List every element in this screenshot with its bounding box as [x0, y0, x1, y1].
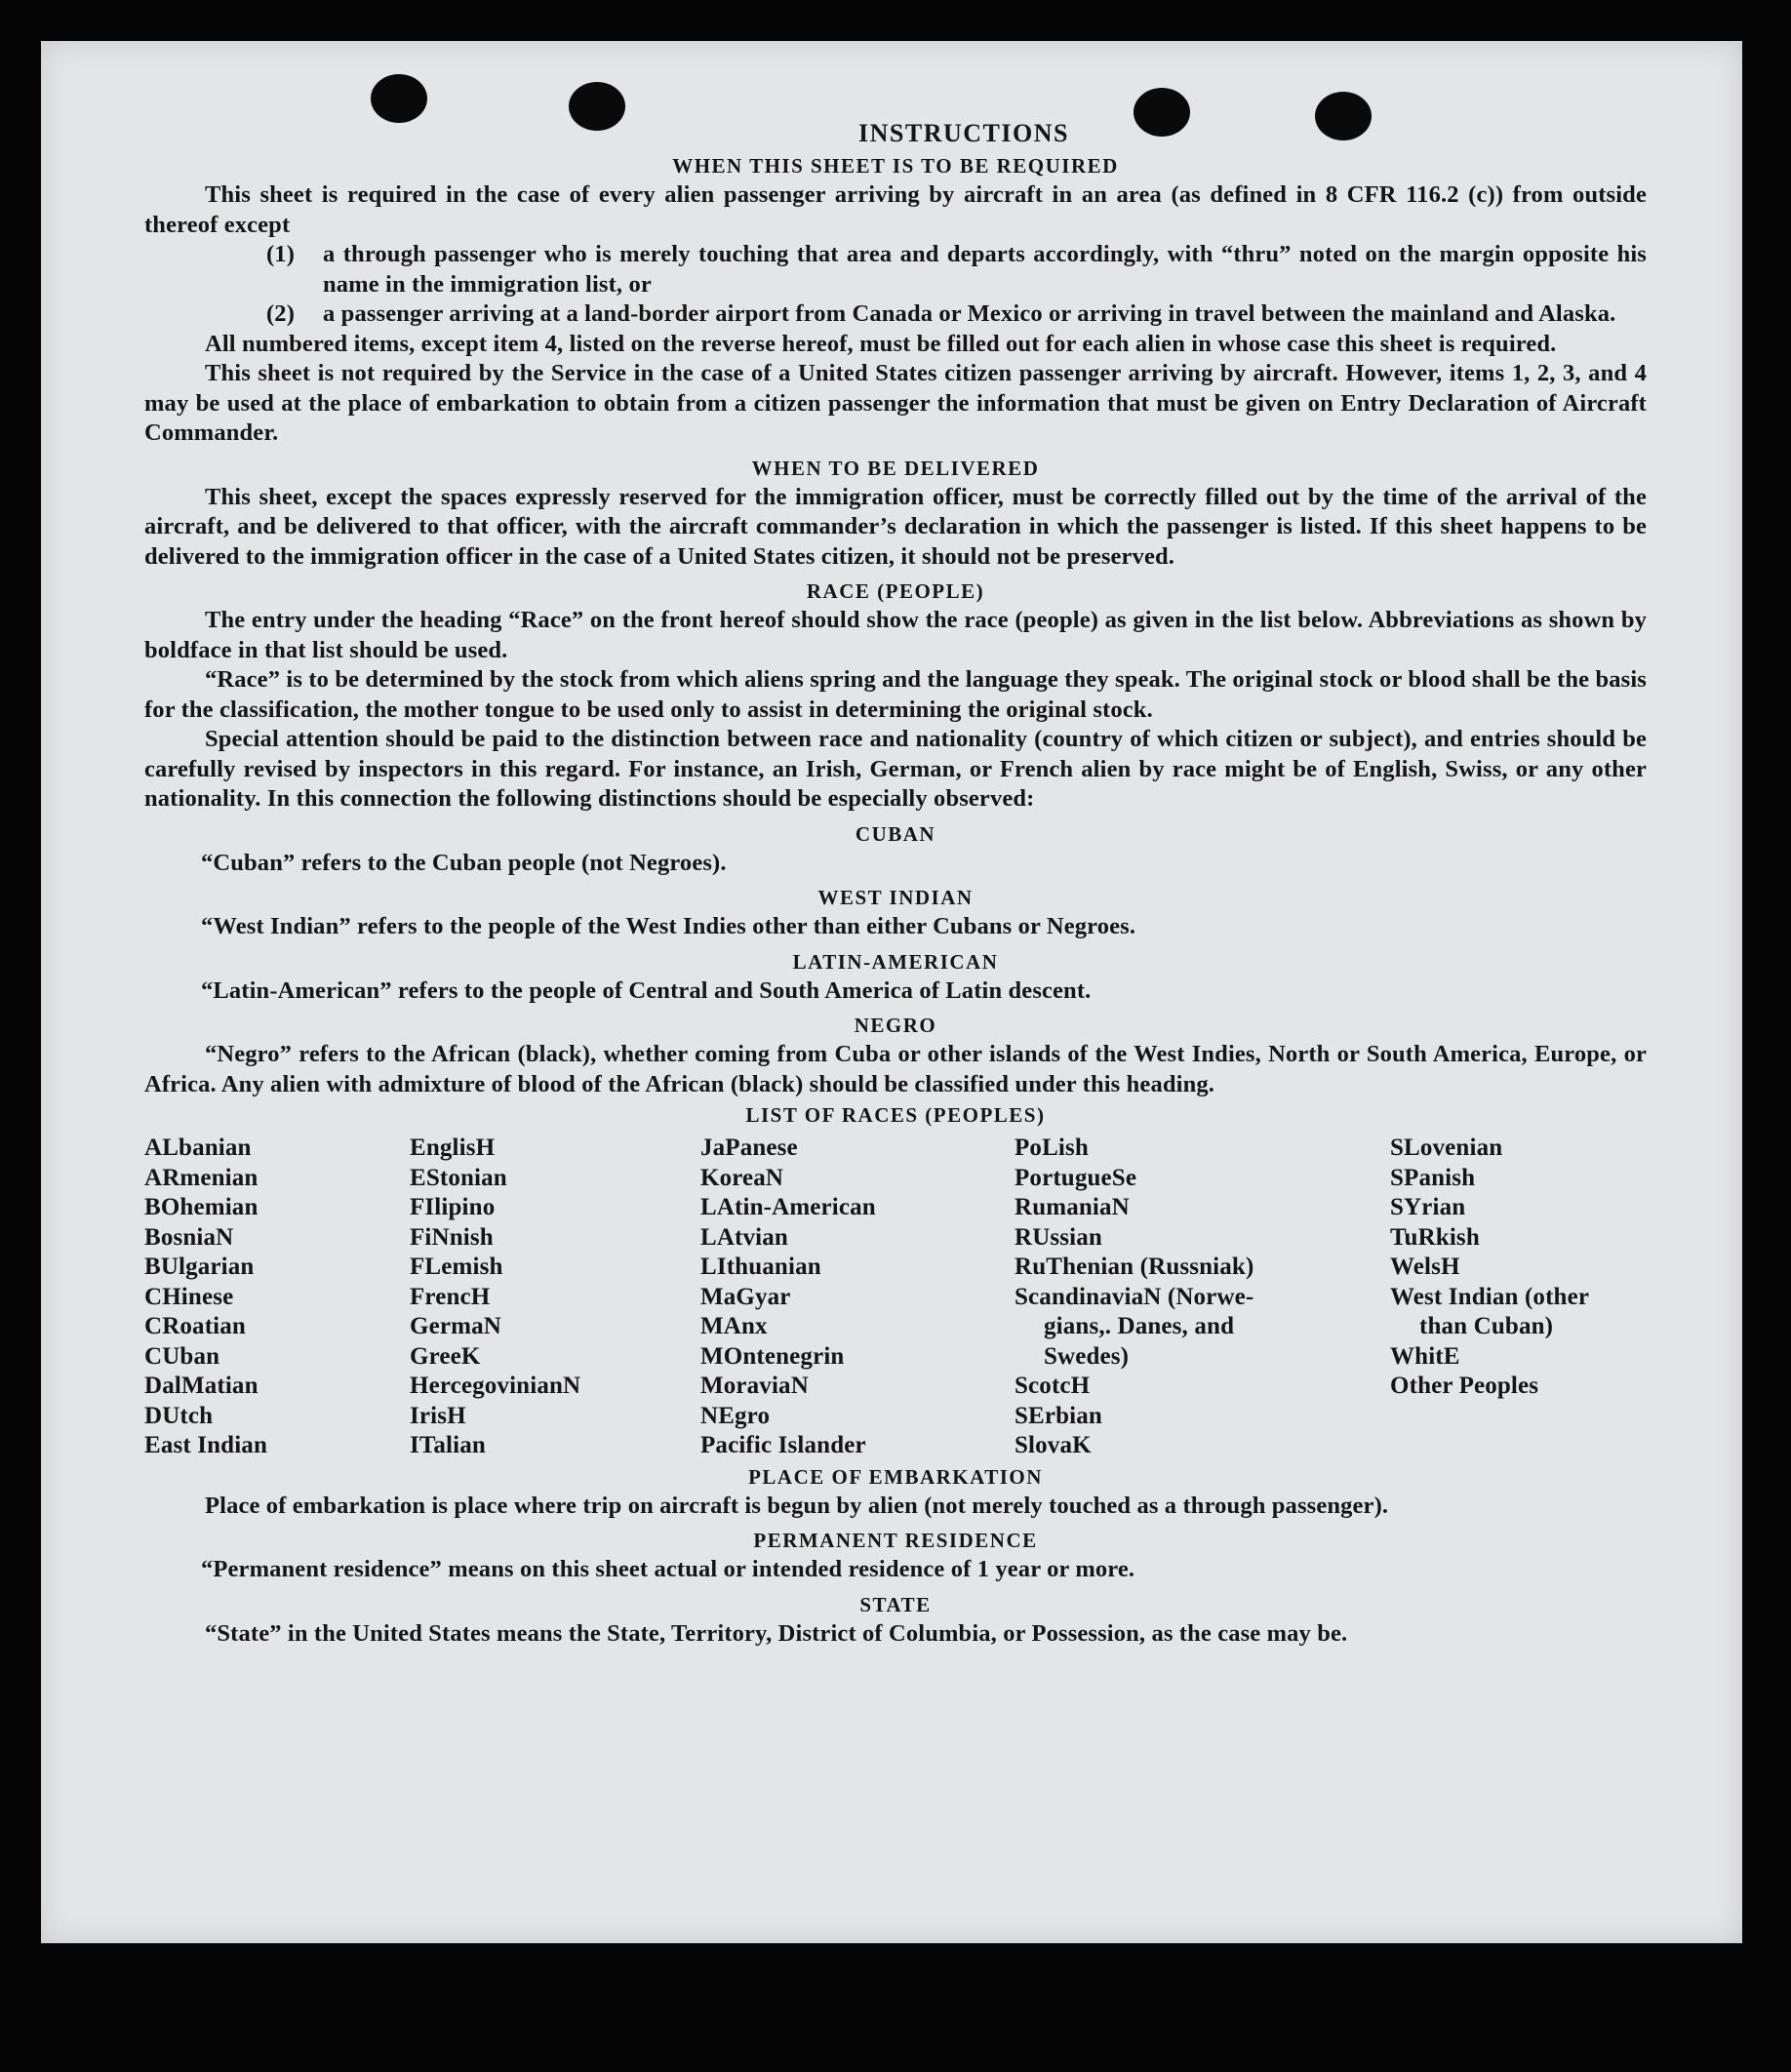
- paragraph-delivered: This sheet, except the spaces expressly reserved for the immigration officer, must be correctly filled out by the time of the arrival of the aircraft, and be delivered to that officer, with the aircraft commander’s declaration in which the passenger is listed. If this sheet happens to be delivered to the immigration officer in the case of a United States citizen, it should not be preserved.: [144, 483, 1647, 570]
- race-item: RumaniaN: [1015, 1194, 1130, 1220]
- race-item: ARmenian: [144, 1164, 259, 1191]
- race-item: East Indian: [144, 1432, 268, 1458]
- race-item: LAtin-American: [700, 1194, 876, 1220]
- section-heading-embarkation: PLACE OF EMBARKATION: [748, 1464, 1043, 1489]
- race-item: FIlipino: [410, 1194, 496, 1220]
- race-item: SPanish: [1390, 1164, 1476, 1191]
- paragraph-numbered-items: All numbered items, except item 4, listed on the reverse hereof, must be filled out for each alien in whose case this sheet is required.: [205, 330, 1557, 357]
- race-item: PoLish: [1015, 1135, 1089, 1161]
- race-item: LIthuanian: [700, 1254, 821, 1280]
- race-item: Pacific Islander: [700, 1432, 866, 1458]
- race-list: [144, 1134, 1647, 1461]
- race-item: PortugueSe: [1015, 1164, 1137, 1191]
- race-item: TuRkish: [1390, 1223, 1480, 1251]
- race-item: KoreaN: [700, 1164, 784, 1191]
- race-item: FrencH: [410, 1283, 491, 1310]
- section-heading-west-indian: WEST INDIAN: [817, 886, 974, 909]
- race-item: MoraviaN: [700, 1373, 809, 1399]
- race-item: CUban: [144, 1342, 220, 1370]
- definition-permanent-residence: “Permanent residence” means on this sheet actual or intended residence of 1 year or more.: [201, 1556, 1135, 1582]
- race-item: GreeK: [410, 1342, 481, 1370]
- definition-state: “State” in the United States means the State, Territory, District of Columbia, or Possession, as the case may be.: [205, 1619, 1348, 1647]
- race-item: NEgro: [700, 1402, 771, 1429]
- race-item-continuation: than Cuban): [1419, 1313, 1554, 1339]
- condition-item-1: [144, 240, 1647, 299]
- race-item: JaPanese: [700, 1135, 798, 1161]
- race-item: LAtvian: [700, 1223, 788, 1251]
- race-item: SLovenian: [1390, 1135, 1503, 1161]
- race-item: MAnx: [700, 1313, 768, 1339]
- race-item: FLemish: [410, 1254, 503, 1280]
- paragraph-race-entry: The entry under the heading “Race” on the front hereof should show the race (people) as given in the list below. Abbreviations as shown by boldface in that list should be used.: [144, 607, 1647, 663]
- race-item: RuThenian (Russniak): [1015, 1254, 1254, 1280]
- condition-number: (1): [266, 241, 296, 267]
- race-item: BUlgarian: [144, 1254, 255, 1280]
- race-item: DalMatian: [144, 1373, 259, 1399]
- race-item: EnglisH: [410, 1135, 496, 1161]
- race-column-5: [1390, 1134, 1647, 1461]
- punch-hole: [371, 74, 427, 123]
- definition-cuban: “Cuban” refers to the Cuban people (not Negroes).: [201, 849, 727, 876]
- paragraph-race-nationality: Special attention should be paid to the distinction between race and nationality (country of which citizen or subject), and entries should be carefully revised by inspectors in this regard. For instance, an Irish, German, or French alien by race might be of English, Swiss, or any other nationality. In this connection the following distinctions should be especially observed:: [144, 726, 1647, 812]
- instructions-body: [144, 117, 1647, 1649]
- paragraph-required-intro: This sheet is required in the case of every alien passenger arriving by aircraft in an area (as defined in 8 CFR 116.2 (c)) from outside thereof except: [144, 181, 1647, 238]
- section-heading-cuban: CUBAN: [855, 821, 936, 846]
- condition-item-2: [144, 299, 1647, 330]
- race-column-1: [144, 1134, 410, 1461]
- race-item: EStonian: [410, 1164, 507, 1191]
- race-item: MOntenegrin: [700, 1342, 845, 1370]
- definition-latin-american: “Latin-American” refers to the people of Central and South America of Latin descent.: [201, 976, 1092, 1004]
- definition-negro: “Negro” refers to the African (black), whether coming from Cuba or other islands of the West Indies, North or South America, Europe, or Africa. Any alien with admixture of blood of the African (black) should be classified under this heading.: [144, 1041, 1647, 1097]
- race-item: CHinese: [144, 1283, 234, 1310]
- section-heading-negro: NEGRO: [854, 1014, 937, 1037]
- race-item-continuation: Swedes): [1044, 1342, 1130, 1370]
- section-heading-delivered: WHEN TO BE DELIVERED: [751, 456, 1040, 480]
- race-item: WelsH: [1390, 1254, 1460, 1280]
- race-item: ScandinaviaN (Norwe-: [1015, 1283, 1254, 1310]
- section-heading-permanent-residence: PERMANENT RESIDENCE: [753, 1529, 1038, 1552]
- document-sheet: [41, 41, 1742, 1943]
- race-item: SlovaK: [1015, 1432, 1092, 1458]
- race-item: SErbian: [1015, 1402, 1102, 1429]
- section-heading-required: WHEN THIS SHEET IS TO BE REQUIRED: [672, 154, 1119, 178]
- condition-text: a passenger arriving at a land-border airport from Canada or Mexico or arriving in travel between the mainland and Alaska.: [323, 300, 1616, 327]
- race-item: GermaN: [410, 1313, 501, 1339]
- race-item: IrisH: [410, 1402, 466, 1429]
- section-heading-state: STATE: [859, 1592, 932, 1616]
- paragraph-race-stock: “Race” is to be determined by the stock from which aliens spring and the language they speak. The original stock or blood shall be the basis for the classification, the mother tongue to be used only to assist in determining the original stock.: [144, 666, 1647, 723]
- condition-number: (2): [266, 300, 296, 327]
- race-item: RUssian: [1015, 1223, 1102, 1251]
- race-item: SYrian: [1390, 1194, 1466, 1220]
- race-item: DUtch: [144, 1402, 214, 1429]
- race-item: HercegovinianN: [410, 1373, 581, 1399]
- definition-west-indian: “West Indian” refers to the people of the West Indies other than either Cubans or Negroes.: [201, 913, 1136, 939]
- definition-embarkation: Place of embarkation is place where trip on aircraft is begun by alien (not merely touched as a through passenger).: [205, 1492, 1389, 1519]
- race-item: CRoatian: [144, 1313, 246, 1339]
- race-column-3: [700, 1134, 1015, 1461]
- race-item: FiNnish: [410, 1223, 494, 1251]
- race-item: ScotcH: [1015, 1373, 1091, 1399]
- race-item: ITalian: [410, 1432, 486, 1458]
- section-heading-list-of-races: LIST OF RACES (PEOPLES): [745, 1103, 1046, 1127]
- race-item: MaGyar: [700, 1283, 791, 1310]
- race-item: BOhemian: [144, 1194, 259, 1220]
- race-item: ALbanian: [144, 1135, 252, 1161]
- race-item: WhitE: [1390, 1342, 1460, 1370]
- race-column-2: [410, 1134, 700, 1461]
- race-item: West Indian (other: [1390, 1283, 1590, 1310]
- race-item: BosniaN: [144, 1223, 234, 1251]
- paragraph-citizen: This sheet is not required by the Service in the case of a United States citizen passenger arriving by aircraft. However, items 1, 2, 3, and 4 may be used at the place of embarkation to obtain from a citizen passenger the information that must be given on Entry Declaration of Aircraft Commander.: [144, 360, 1647, 446]
- race-item: Other Peoples: [1390, 1373, 1539, 1399]
- page-title: INSTRUCTIONS: [858, 119, 1069, 147]
- section-heading-race: RACE (PEOPLE): [806, 579, 985, 603]
- race-item-continuation: gians,. Danes, and: [1044, 1313, 1235, 1339]
- condition-text: a through passenger who is merely touching that area and departs accordingly, with “thru” noted on the margin opposite his name in the immigration list, or: [323, 241, 1647, 298]
- race-column-4: [1015, 1134, 1390, 1461]
- section-heading-latin-american: LATIN-AMERICAN: [792, 949, 999, 974]
